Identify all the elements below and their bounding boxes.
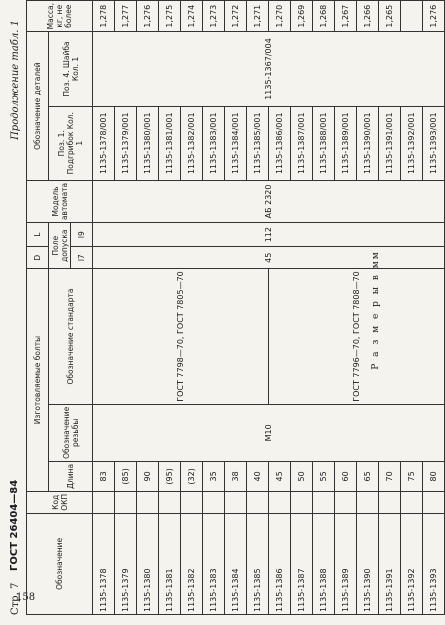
table-cell: 1135-1384 bbox=[225, 513, 247, 614]
table-cell bbox=[137, 491, 159, 513]
tol-l: l9 bbox=[71, 223, 93, 247]
table-cell: 50 bbox=[291, 461, 313, 491]
table-cell: (32) bbox=[181, 461, 203, 491]
table-cell: 1135-1390 bbox=[357, 513, 379, 614]
table-cell: 45 bbox=[269, 461, 291, 491]
table-cell: 1135-1380 bbox=[137, 513, 159, 614]
table-cell: 1135-1386 bbox=[269, 513, 291, 614]
table-cell: 1,274 bbox=[181, 1, 203, 32]
table-cell bbox=[335, 491, 357, 513]
table-cell: 1135-1388 bbox=[313, 513, 335, 614]
table-cell bbox=[401, 491, 423, 513]
table-cell: 1,269 bbox=[291, 1, 313, 32]
table-cell: 1135-1382 bbox=[181, 513, 203, 614]
page-number: 158 bbox=[16, 592, 36, 603]
col-d: D bbox=[27, 247, 49, 269]
table-cell: 1135-1385 bbox=[247, 513, 269, 614]
table-cell bbox=[159, 491, 181, 513]
table-cell bbox=[225, 491, 247, 513]
col-designation: Обозначение bbox=[27, 513, 93, 614]
table-cell: (95) bbox=[159, 461, 181, 491]
table-cell: 90 bbox=[137, 461, 159, 491]
table-cell bbox=[269, 491, 291, 513]
table-cell: 1135-1387/001 bbox=[291, 106, 313, 180]
table-cell: 1135-1388/001 bbox=[313, 106, 335, 180]
col-mass: Масса, кг, не более bbox=[27, 1, 93, 32]
table-cell: 1135-1379/001 bbox=[115, 106, 137, 180]
table-cell: 1135-1378/001 bbox=[93, 106, 115, 180]
table-cell: 1135-1389/001 bbox=[335, 106, 357, 180]
table-cell: 1135-1389 bbox=[335, 513, 357, 614]
col-pos4: Поз. 4. Шайба Кол. 1 bbox=[49, 32, 93, 106]
continuation-label: Продолжение табл. 1 bbox=[10, 20, 21, 140]
table-cell: 60 bbox=[335, 461, 357, 491]
table-cell: 1135-1386/001 bbox=[269, 106, 291, 180]
col-thread: Обозначение резьбы bbox=[49, 404, 93, 461]
table-cell: 1,276 bbox=[423, 1, 445, 32]
table-cell bbox=[247, 491, 269, 513]
table-cell: ГОСТ 7796—70, ГОСТ 7808—70 bbox=[269, 269, 445, 405]
table-cell: 1135-1390/001 bbox=[357, 106, 379, 180]
table-cell: 1,270 bbox=[269, 1, 291, 32]
table-cell: 1135-1378 bbox=[93, 513, 115, 614]
table-cell: 1,266 bbox=[357, 1, 379, 32]
table-cell: 1135-1387 bbox=[291, 513, 313, 614]
table-cell bbox=[291, 491, 313, 513]
table-cell bbox=[357, 491, 379, 513]
table-cell: 1,276 bbox=[137, 1, 159, 32]
table-cell bbox=[379, 491, 401, 513]
table-cell: 1135-1367/004 bbox=[93, 32, 445, 106]
table-cell: M10 bbox=[93, 404, 445, 461]
table-cell: (85) bbox=[115, 461, 137, 491]
sizes-title: Р а з м е р ы в мм bbox=[371, 250, 381, 370]
table-cell bbox=[423, 491, 445, 513]
table-cell: 70 bbox=[379, 461, 401, 491]
table-cell: 1135-1393/001 bbox=[423, 106, 445, 180]
header-row bbox=[27, 1, 49, 615]
col-bolts-group: Изготовляемые болты bbox=[27, 269, 49, 492]
table-cell: 83 bbox=[93, 461, 115, 491]
col-tolerance: Поле допуска bbox=[49, 223, 71, 269]
table-row bbox=[93, 1, 115, 615]
table-cell bbox=[181, 491, 203, 513]
table-cell bbox=[313, 491, 335, 513]
table-cell: АБ 2320 bbox=[93, 180, 445, 222]
table-cell bbox=[115, 491, 137, 513]
standard-title: ГОСТ 26404—84 bbox=[9, 479, 20, 571]
table-cell: 1135-1385/001 bbox=[247, 106, 269, 180]
col-code: Код ОКП bbox=[27, 491, 93, 513]
table-cell: 1135-1381 bbox=[159, 513, 181, 614]
col-machine: Модель автомата bbox=[27, 180, 93, 222]
table-cell: 1,273 bbox=[203, 1, 225, 32]
table-cell: 1,271 bbox=[247, 1, 269, 32]
table-cell bbox=[401, 1, 423, 32]
table-cell: 1135-1392 bbox=[401, 513, 423, 614]
col-std: Обозначение стандарта bbox=[49, 269, 93, 405]
table-cell: 1135-1383 bbox=[203, 513, 225, 614]
page-label: Стр. 7 bbox=[10, 582, 21, 615]
table-cell: 112 bbox=[93, 223, 445, 247]
table-cell: 35 bbox=[203, 461, 225, 491]
col-l: L bbox=[27, 223, 49, 247]
table-cell: 1135-1381/001 bbox=[159, 106, 181, 180]
table-cell: 1135-1383/001 bbox=[203, 106, 225, 180]
table-cell: 40 bbox=[247, 461, 269, 491]
table-cell: 38 bbox=[225, 461, 247, 491]
table-cell: 1135-1392/001 bbox=[401, 106, 423, 180]
table-cell: 1135-1391 bbox=[379, 513, 401, 614]
table-cell: 80 bbox=[423, 461, 445, 491]
page-header bbox=[8, 10, 26, 615]
table-cell: 1,278 bbox=[93, 1, 115, 32]
col-parts-title: Обозначение деталей bbox=[27, 32, 49, 181]
spec-table bbox=[26, 0, 445, 615]
table-cell: 65 bbox=[357, 461, 379, 491]
table-cell: 55 bbox=[313, 461, 335, 491]
table-cell: 45 bbox=[93, 247, 445, 269]
table-cell: 1135-1380/001 bbox=[137, 106, 159, 180]
table-cell: 1,272 bbox=[225, 1, 247, 32]
table-cell bbox=[93, 491, 115, 513]
table-cell: ГОСТ 7798—70, ГОСТ 7805—70 bbox=[93, 269, 269, 405]
table-cell: 1,268 bbox=[313, 1, 335, 32]
table-cell: 1135-1391/001 bbox=[379, 106, 401, 180]
table-cell: 1,267 bbox=[335, 1, 357, 32]
col-length: Длина bbox=[49, 461, 93, 491]
table-cell: 1,275 bbox=[159, 1, 181, 32]
table-cell: 1135-1393 bbox=[423, 513, 445, 614]
table-cell: 1,265 bbox=[379, 1, 401, 32]
table-cell: 1135-1379 bbox=[115, 513, 137, 614]
table-cell: 1135-1384/001 bbox=[225, 106, 247, 180]
col-pos1: Поз. 1. Подгрибок Кол. 1 bbox=[49, 106, 93, 180]
table-cell: 75 bbox=[401, 461, 423, 491]
table-cell: 1135-1382/001 bbox=[181, 106, 203, 180]
table-cell: 1,277 bbox=[115, 1, 137, 32]
tol-d: l7 bbox=[71, 247, 93, 269]
table-cell bbox=[203, 491, 225, 513]
